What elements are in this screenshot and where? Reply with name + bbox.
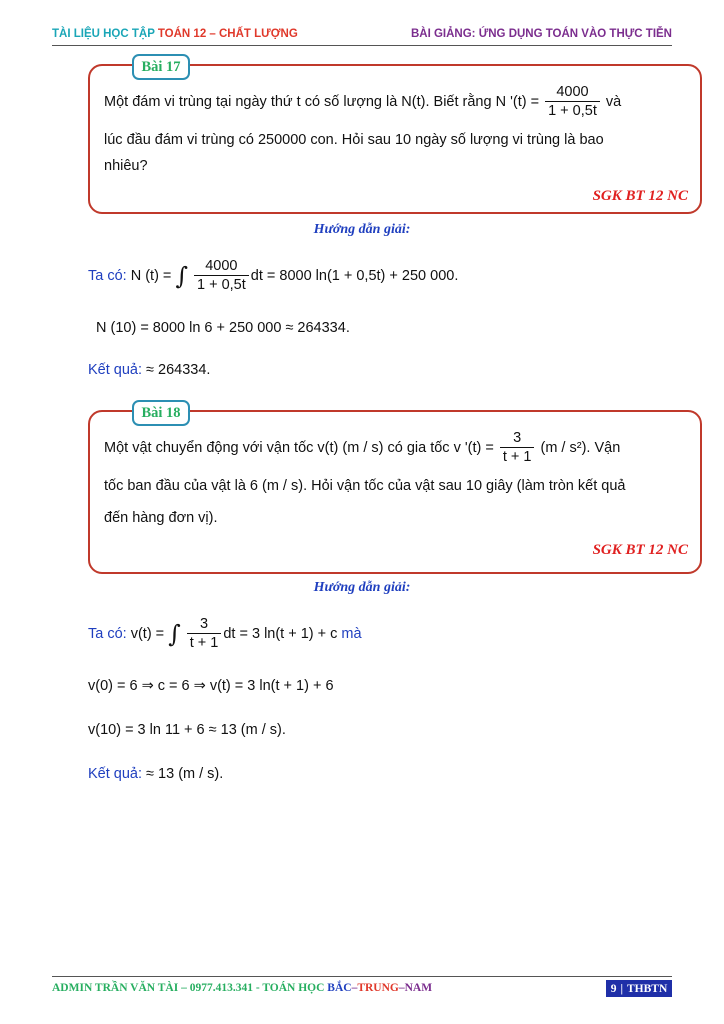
problem-17-box [88, 58, 702, 214]
problem-17-fraction: $\frac{4000}{1 + 0,5t}$ [545, 84, 600, 120]
footer-divider [52, 976, 672, 977]
solution-18-eq-3: v(10) = 3 ln 11 + 6 ≈ 13 (m / s). [88, 722, 286, 738]
page-code: THBTN [627, 982, 668, 995]
header-right: BÀI GIẢNG: ỨNG DỤNG TOÁN VÀO THỰC TIỄN [410, 28, 672, 40]
problem-18-box [88, 404, 702, 574]
problem-18-fraction: $\frac{3}{t + 1}$ [500, 430, 535, 466]
integral-icon: ∫ [168, 620, 181, 648]
problem-17-line-2: lúc đầu đám vi trùng có 250000 con. Hỏi sau 10 ngày số lượng vi trùng là bao [104, 132, 604, 148]
solution-17-eq-1: Ta có: N (t) = ∫ $\frac{4000}{1 + 0,5t}$ dt = 8000 ln(1 + 0,5t) + 250 000. [88, 258, 459, 293]
page-header [52, 28, 672, 44]
header-divider [52, 45, 672, 46]
page-separator: | [620, 982, 624, 995]
footer-text: ADMIN TRẦN VĂN TÀI – 0977.413.341 - TOÁN HỌC BẮC–TRUNG–NAM [52, 982, 433, 994]
problem-18-line-3: đến hàng đơn vị). [104, 510, 218, 526]
solution-17-fraction: $\frac{4000}{1 + 0,5t}$ [194, 258, 249, 294]
problem-17-line-3: nhiêu? [104, 158, 148, 174]
problem-17-line-1: Một đám vi trùng tại ngày thứ t có số lượng là N(t). Biết rằng N '(t) = $\frac{4000}{1 + 0,5t}$ và [104, 84, 622, 119]
integral-icon: ∫ [175, 262, 188, 290]
header-left-highlight: TOÁN 12 – CHẤT LƯỢNG [157, 28, 298, 40]
problem-18-source: SGK BT 12 NC [592, 542, 688, 558]
solution-18-eq-2: v(0) = 6 ⇒ c = 6 ⇒ v(t) = 3 ln(t + 1) + 6 [88, 678, 334, 694]
solution-17-eq-2: N (10) = 8000 ln 6 + 250 000 ≈ 264334. [96, 320, 350, 336]
solution-17-heading: Hướng dẫn giải: [313, 222, 411, 237]
problem-18-tag: Bài 18 [132, 400, 190, 426]
solution-18-eq-1: Ta có: v(t) = ∫ $\frac{3}{t + 1}$ dt = 3 ln(t + 1) + c mà [88, 616, 362, 651]
solution-18-result: Kết quả: ≈ 13 (m / s). [88, 766, 224, 782]
solution-18-fraction: $\frac{3}{t + 1}$ [187, 616, 222, 652]
problem-17-source: SGK BT 12 NC [592, 188, 688, 204]
header-left [52, 28, 298, 40]
problem-18-line-2: tốc ban đầu của vật là 6 (m / s). Hỏi vận tốc của vật sau 10 giây (làm tròn kết quả [104, 478, 626, 494]
problem-17-tag: Bài 17 [132, 54, 190, 80]
page-number: 9 [610, 982, 617, 995]
page-number-badge [606, 980, 672, 997]
solution-17-result: Kết quả: ≈ 264334. [88, 362, 211, 378]
header-left-prefix: TÀI LIỆU HỌC TẬP [52, 28, 158, 40]
problem-18-line-1: Một vật chuyển động với vận tốc v(t) (m / s) có gia tốc v '(t) = $\frac{3}{t + 1}$ (m / s²). Vận [104, 430, 621, 465]
solution-18-heading: Hướng dẫn giải: [313, 580, 411, 595]
